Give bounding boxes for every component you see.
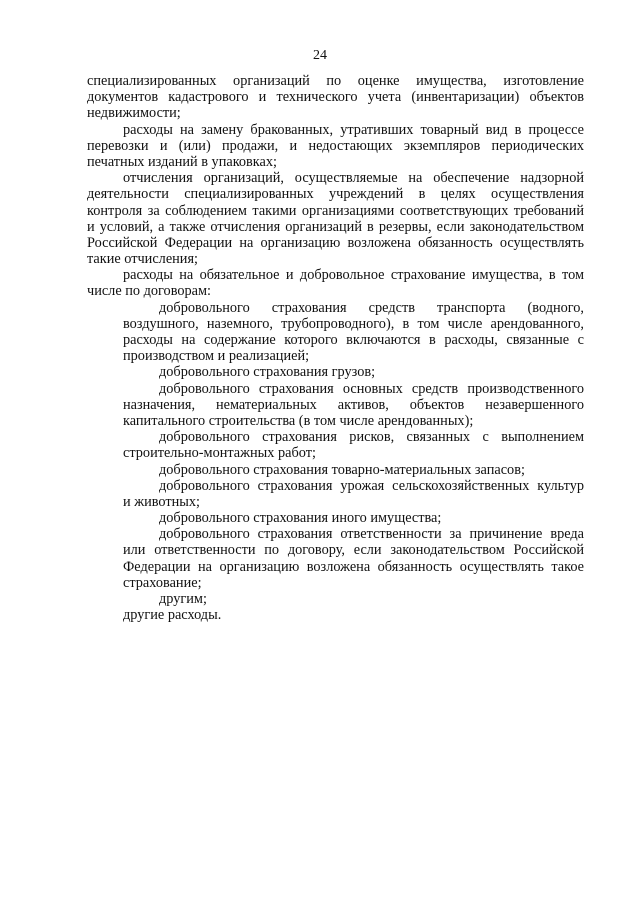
text-line: и условий, а также отчисления организаций в резервы, если законодательством <box>87 218 584 235</box>
paragraph-supervisory-deductions <box>87 170 584 267</box>
text-line: или ответственности по договору, если законодательством Российской <box>123 542 584 559</box>
text-line: капитального строительства (в том числе арендованных); <box>123 412 474 429</box>
document-body <box>87 73 584 623</box>
text-line: перевозки и (или) продажи, и недостающих экземпляров периодических <box>87 137 584 154</box>
text-line: числе по договорам: <box>87 283 212 300</box>
text-line: воздушного, наземного, трубопроводного), в том числе арендованного, <box>123 315 584 332</box>
paragraph-insurance-expenses <box>87 267 584 299</box>
text-line: добровольного страхования товарно-материальных запасов; <box>159 461 525 478</box>
text-line: Российской Федерации на организацию возложена обязанность осуществлять <box>87 234 584 251</box>
text-line: добровольного страхования урожая сельскохозяйственных культур <box>159 477 584 494</box>
text-line: отчисления организаций, осуществляемые на обеспечение надзорной <box>123 170 584 187</box>
text-line: другие расходы. <box>123 607 222 624</box>
text-line: страхование; <box>123 574 202 591</box>
text-line: добровольного страхования грузов; <box>159 364 376 381</box>
paragraph-fixed-assets-insurance <box>87 381 584 430</box>
paragraph-defective-replacement <box>87 122 584 171</box>
paragraph-construction-risks <box>87 429 584 461</box>
paragraph-other-expenses <box>87 607 584 623</box>
text-line: производством и реализацией; <box>123 348 310 365</box>
paragraph-transport-insurance <box>87 300 584 365</box>
text-line: добровольного страхования средств транспорта (водного, <box>159 299 584 316</box>
text-line: расходы на замену бракованных, утративших товарный вид в процессе <box>123 121 584 138</box>
text-line: документов кадастрового и технического учета (инвентаризации) объектов <box>87 89 584 106</box>
text-line: и животных; <box>123 493 200 510</box>
paragraph-cargo-insurance <box>87 364 584 380</box>
paragraph-other-property-insurance <box>87 510 584 526</box>
text-line: другим; <box>159 591 207 607</box>
paragraph-inventory-insurance <box>87 462 584 478</box>
text-line: деятельности специализированных учреждений в целях осуществления <box>87 186 584 203</box>
text-line: печатных изданий в упаковках; <box>87 153 278 170</box>
text-line: добровольного страхования рисков, связанных с выполнением <box>159 429 584 446</box>
text-line: добровольного страхования иного имущества; <box>159 510 442 527</box>
page-number: 24 <box>313 48 327 63</box>
text-line: расходы на обязательное и добровольное страхование имущества, в том <box>123 267 584 284</box>
text-line: расходы на содержание которого включаются в расходы, связанные с <box>123 332 584 348</box>
text-line: строительно-монтажных работ; <box>123 445 316 462</box>
paragraph-liability-insurance <box>87 526 584 591</box>
text-line: назначения, нематериальных активов, объектов незавершенного <box>123 396 584 413</box>
text-line: недвижимости; <box>87 105 181 122</box>
paragraph-other-contracts <box>87 591 584 607</box>
text-line: специализированных организаций по оценке имущества, изготовление <box>87 73 584 89</box>
text-line: такие отчисления; <box>87 251 199 268</box>
text-line: добровольного страхования ответственности за причинение вреда <box>159 526 584 543</box>
text-line: контроля за соблюдением такими организациями соответствующих требований <box>87 202 584 219</box>
paragraph-valuation-services <box>87 73 584 122</box>
paragraph-crop-insurance <box>87 478 584 510</box>
text-line: добровольного страхования основных средств производственного <box>159 380 584 397</box>
text-line: Федерации на организацию возложена обязанность осуществлять такое <box>123 558 584 575</box>
